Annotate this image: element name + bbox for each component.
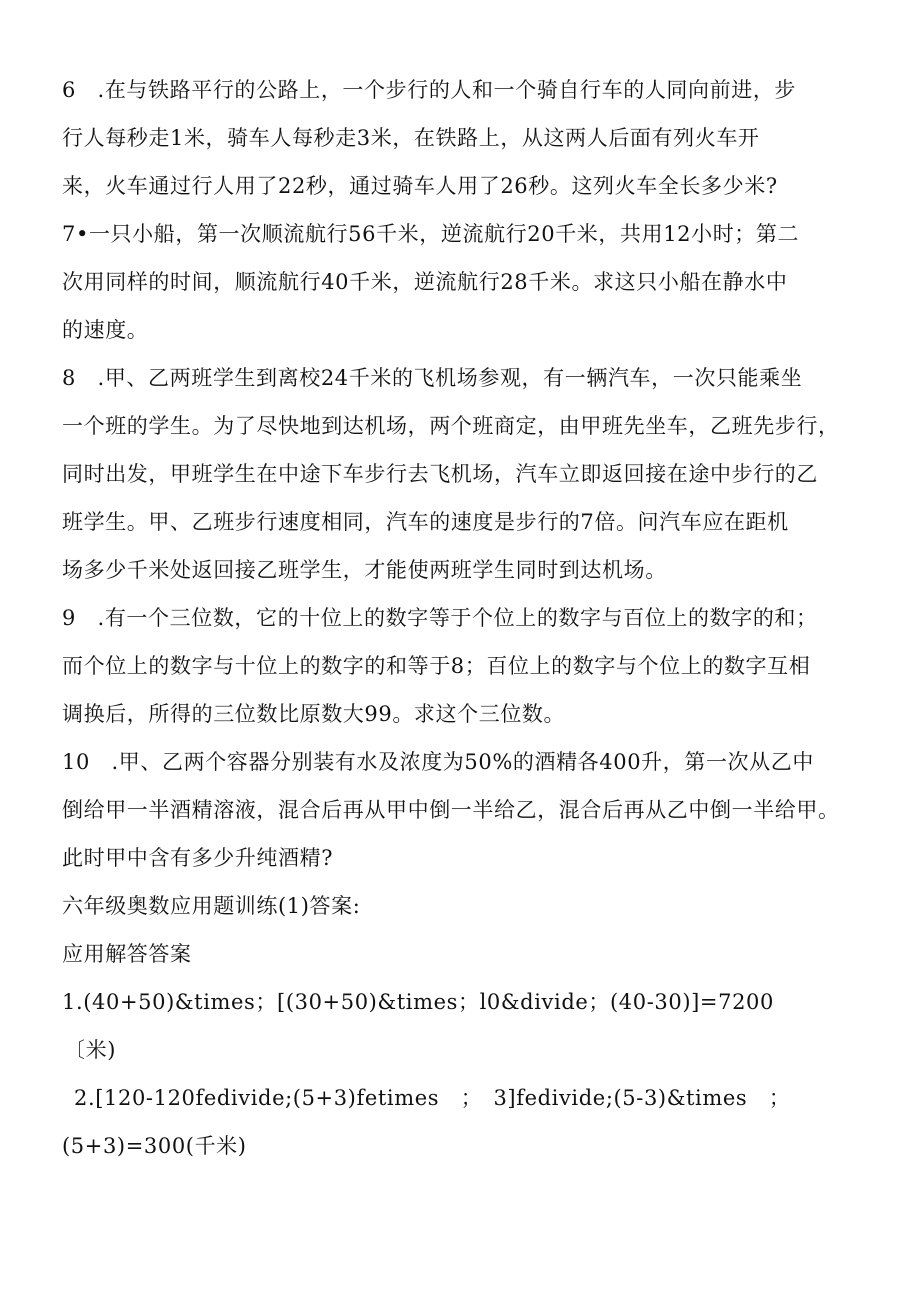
problem-9-line-3: 调换后，所得的三位数比原数大99。求这个三位数。 — [62, 702, 566, 726]
answer-1-line-2: 〔米) — [64, 1038, 116, 1062]
problem-6-line-2: 行人每秒走1米，骑车人每秒走3米，在铁路上，从这两人后面有列火车开 — [62, 126, 760, 150]
problem-9-line-2: 而个位上的数字与十位上的数字的和等于8；百位上的数字与个位上的数字互相 — [62, 654, 811, 678]
answer-2-line-1: 2.[120-120fedivide;(5+3)fetimes ； 3]fedivide;(5-3)&times ； — [74, 1086, 791, 1110]
problem-8-line-1: 8 .甲、乙两班学生到离校24千米的飞机场参观，有一辆汽车，一次只能乘坐 — [62, 366, 803, 390]
problem-7-line-1: 7•一只小船，第一次顺流航行56千米，逆流航行20千米，共用12小时；第二 — [62, 222, 800, 246]
problem-6-line-3: 来，火车通过行人用了22秒，通过骑车人用了26秒。这列火车全长多少米? — [62, 174, 778, 198]
problem-10-line-1: 10 .甲、乙两个容器分别装有水及浓度为50%的酒精各400升，第一次从乙中 — [62, 750, 814, 774]
problem-10-line-3: 此时甲中含有多少升纯酒精? — [62, 846, 334, 870]
problem-6-line-1: 6 .在与铁路平行的公路上，一个步行的人和一个骑自行车的人同向前进，步 — [62, 78, 797, 102]
answer-section-title: 六年级奥数应用题训练(1)答案: — [62, 894, 361, 918]
problem-9-line-1: 9 .有一个三位数，它的十位上的数字等于个位上的数字与百位上的数字的和； — [62, 606, 818, 630]
problem-7-line-3: 的速度。 — [62, 318, 149, 342]
problem-8-line-3: 同时出发，甲班学生在中途下车步行去飞机场，汽车立即返回接在途中步行的乙 — [62, 462, 818, 486]
problem-8-line-5: 场多少千米处返回接乙班学生，才能使两班学生同时到达机场。 — [62, 558, 667, 582]
problem-8-line-4: 班学生。甲、乙班步行速度相同，汽车的速度是步行的7倍。问汽车应在距机 — [62, 510, 789, 534]
answer-2-line-2: (5+3)=300(千米) — [62, 1134, 247, 1158]
document-page — [62, 66, 882, 1170]
problem-10-line-2: 倒给甲一半酒精溶液，混合后再从甲中倒一半给乙，混合后再从乙中倒一半给甲。 — [62, 798, 840, 822]
answer-1-line-1: 1.(40+50)&times；[(30+50)&times；l0&divide；(40-30)]=7200 — [62, 990, 774, 1014]
answer-section-subtitle: 应用解答答案 — [62, 942, 192, 966]
problem-7-line-2: 次用同样的时间，顺流航行40千米，逆流航行28千米。求这只小船在静水中 — [62, 270, 788, 294]
problem-8-line-2: 一个班的学生。为了尽快地到达机场，两个班商定，由甲班先坐车，乙班先步行， — [62, 414, 840, 438]
